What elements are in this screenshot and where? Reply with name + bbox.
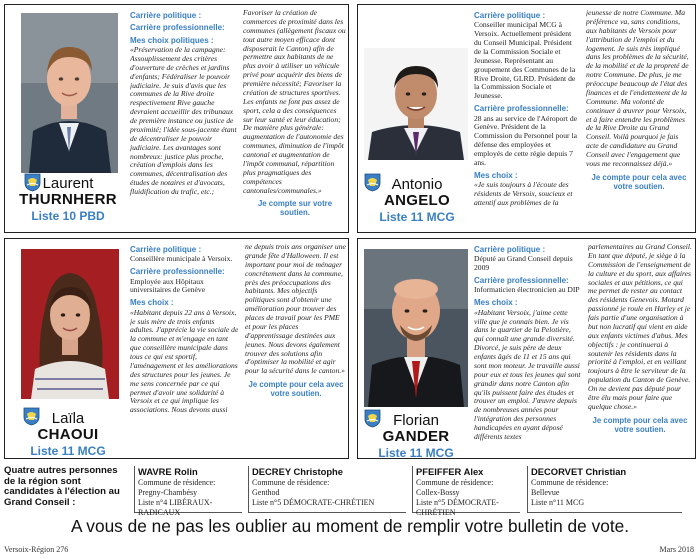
label-carriere-politique: Carrière politique : — [130, 245, 202, 254]
candidate-name — [9, 176, 127, 222]
candidate-photo — [21, 249, 119, 399]
list-value: Liste n°4 LIBÉRAUX-RADICAUX — [138, 497, 213, 517]
text-column-1 — [474, 11, 580, 231]
statement-part-2: jeunesse de notre Commune. Ma préférence va, sans conditions, aux habitants de Versoix pour l'attribution de l'emploi et du logement. Je suis très impliqué dans les problèmes de la sécurité, de la mobilité et de la propreté de notre Commune. De plus, je me préoccupe beaucoup de l'état des finances et de l'endettement de la Commune. Ma volonté de continuer à œuvrer pour Versoix, et à faire entendre les problèmes de la Rive Droite au Grand Conseil. Voilà pourquoi je fais acte de candidature au Grand Conseil avec l'engagement que vous me reconnaissez déjà.» — [586, 9, 689, 168]
commune-value: Genthod — [252, 487, 280, 497]
other-candidate-pfeiffer — [412, 466, 520, 517]
party-list: Liste 11 MCG — [30, 443, 106, 458]
candidate-card-angelo — [357, 4, 696, 233]
text-column-1 — [130, 11, 238, 231]
label-carriere-professionnelle: Carrière professionnelle: — [474, 276, 569, 286]
other-candidate-wavre — [134, 466, 242, 517]
candidate-photo — [364, 249, 468, 407]
text-column-2 — [243, 9, 347, 231]
first-name: Laïla — [51, 410, 85, 427]
slogan: A vous de ne pas les oublier au moment de remplir votre bulletin de vote. — [70, 516, 630, 536]
label-carriere-professionnelle: Carrière professionnelle: — [130, 23, 225, 33]
label-carriere-politique: Carrière politique : — [130, 11, 202, 20]
list-value: Liste n°5 DÉMOCRATE-CHRÉTIEN — [416, 497, 499, 517]
carriere-professionnelle-text: Employée aux Hôpitaux universitaires de Genève — [130, 276, 206, 295]
statement-part-1: «Je suis toujours à l'écoute des résidents de Versoix, soucieux et attentif aux problèmes de la — [474, 180, 573, 207]
other-candidate-decorvet — [527, 466, 682, 513]
carriere-politique-text: Conseillère municipale à Versoix. — [130, 254, 233, 264]
text-column-2 — [586, 9, 692, 231]
candidate-card-chaoui — [4, 238, 349, 459]
other-candidates-heading: Quatre autres personnes de la région sont candidates à l'élection au Grand Conseil : — [4, 465, 120, 509]
text-column-1 — [130, 245, 240, 457]
label-carriere-politique: Carrière politique : — [474, 11, 546, 20]
statement-part-1: «Habitant depuis 22 ans à Versoix, je suis mère de trois enfants adultes. J'apprécie la vie sociale de la commune et m'engage en tant que conseillère municipale dans tous ce qui est sportif, l'aménagement et les améliorations des structures pour les jeunes. Je me sens concernée par ce qui permet d'avoir une solidarité à Versoix et ce qui implique les associations. Nous devons aussi — [130, 307, 239, 415]
statement-part-2: ne depuis trois ans organiser une grande fête d'Halloween. Il est important pour moi de ménager concrètement dans la commune, près des préoccupations des habitants. Mes objectifs politiques sont d'obtenir une amélioration pour trouver des places de travail pour les PME et pour les places d'apprentissage destinées aux jeunes. Nous devons également trouver des solutions afin d'optimiser la mobilité et agir pour la sécurité dans le canton.» — [245, 243, 346, 376]
label-mes-choix: Mes choix : — [130, 298, 174, 308]
last-name: THURNHERR — [19, 190, 117, 208]
commune-value: Collex-Bossy — [416, 487, 460, 497]
text-column-2 — [245, 243, 347, 457]
first-name: Florian — [393, 412, 439, 429]
label-carriere-professionnelle: Carrière professionnelle: — [474, 104, 569, 114]
footer-publication: Versoix-Région 276 — [4, 545, 69, 554]
commune-value: Bellevue — [531, 487, 560, 497]
statement-part-2: parlementaires au Grand Conseil. En tant que député, je siège à la Commission de l'enseignement de la culture et du sport, aux affaires sociales et aux pétitions, ce qui me permet de rester au contact des résidents Genevois. Motard passionné je roule en Harley et je fais partie d'une organisation à but non lucratif qui vient en aide aux enfants victimes d'abus. Mes objectifs : je continuerai à soutenir les résidents dans la priorité à l'emploi, et en veillant toujours à être le serviteur de la population du Canton de Genève. On ne devient pas député pour être élu mais pour faire que quelque chose.» — [588, 243, 692, 411]
label-mes-choix: Mes choix politiques : — [130, 35, 214, 45]
footer-date: Mars 2018 — [659, 545, 694, 554]
candidate-photo — [21, 13, 118, 173]
candidate-photo — [364, 48, 468, 160]
candidate-name — [9, 411, 127, 457]
candidate-name — [362, 177, 472, 223]
last-name: CHAOUI — [37, 425, 99, 443]
candidate-card-gander — [357, 238, 696, 459]
soutien-text: Je compte pour cela avec votre soutien. — [248, 380, 344, 399]
other-candidate-decrey — [248, 466, 406, 513]
text-column-2 — [588, 243, 692, 457]
first-name: Antonio — [391, 176, 443, 193]
text-column-1 — [474, 245, 582, 457]
statement-part-1: «Habitant Versoix, j'aime cette ville que je connais bien. Je vis dans le quartier de la Pelotière, qui connaît une grande diversité. Divorcé, je suis père de deux enfants âgés de 11 et 15 ans qui sont mon moteur. Je travaille aussi pour eux et tous les jeunes qui sont grandir dans notre Canton afin qu'ils puissent faire des études et trouver un emploi. J'œuvre depuis de nombreuses années pour l'intégration des personnes handicapées en ayant déposé différents textes — [474, 307, 581, 441]
soutien-text: Je compte pour cela avec votre soutien. — [592, 415, 688, 434]
candidate-name — [360, 413, 472, 459]
soutien-text: Je compte pour cela avec votre soutien. — [591, 172, 687, 191]
last-name: GANDER — [382, 427, 450, 445]
party-list: Liste 11 MCG — [379, 209, 455, 224]
other-candidate-name: WAVRE Rolin — [138, 466, 198, 477]
first-name: Laurent — [42, 175, 94, 192]
commune-value: Pregny-Chambésy — [138, 487, 198, 497]
label-mes-choix: Mes choix : — [474, 298, 518, 308]
label-mes-choix: Mes choix : — [474, 170, 518, 180]
list-value: Liste n°5 DÉMOCRATE-CHRÉTIEN — [252, 497, 375, 507]
other-candidate-name: DECREY Christophe — [252, 466, 343, 477]
party-list: Liste 11 MCG — [378, 445, 454, 459]
carriere-politique-text: Conseiller municipal MCG à Versoix. Actuellement président du Conseil Municipal. Président de la Commission Sociale et Jeunesse. Représentant au groupement des Communes de la Rive Droite, GLRD. Président de la Commission Sociale et Jeunesse. — [474, 20, 576, 101]
commune-label: Commune de résidence: — [138, 477, 216, 487]
other-candidate-name: PFEIFFER Alex — [416, 466, 484, 477]
commune-label: Commune de résidence: — [531, 477, 609, 487]
last-name: ANGELO — [384, 191, 450, 209]
soutien-text: Je compte sur votre soutien. — [257, 199, 333, 218]
label-carriere-politique: Carrière politique : — [474, 245, 546, 254]
statement-part-2: Favoriser la création de commerces de proximité dans les communes (allègement fiscaux ou tout autre moyen efficace dont disposerait le Canton) afin de permettre aux habitants de ne plus avoir à utiliser un véhicule privé pour acquérir des biens de première nécessité; Favoriser la création de structures sportives. Les enfants ne font pas assez de sport, cela a des conséquences sur leur santé et leur éducation; De manière plus générale: augmentation de l'autonomie des communes, diminution de l'impôt cantonal et augmentation de l'impôt communal, répartition plus pragmatiques des compétences cantonales/communales.» — [243, 9, 346, 195]
carriere-professionnelle-text: 28 ans au service de l'Aéroport de Genève. Président de la Commission du Personnel pour la défense des employées et employés de cette régie depuis 7 ans. — [474, 113, 578, 167]
commune-label: Commune de résidence: — [252, 477, 330, 487]
list-value: Liste n°11 MCG — [531, 497, 585, 507]
carriere-professionnelle-text: Informaticien électronicien au DIP — [474, 285, 580, 295]
party-list: Liste 10 PBD — [31, 208, 105, 223]
statement-part-1: «Préservation de la campagne: Assouplissement des critères d'ouverture de crèches et jardins d'enfants; Fédéraliser le pouvoir judiciaire. Je suis d'avis que les communes de la Rive droite respectivement Rive gauche devraient accueillir des tribunaux de première instance ou justice de proximité; l'idée sous-jacente étant de décentraliser le pouvoir judiciaire. Les avantages sont nombreux: justice plus proche, création d'emplois dans les communes, décentralisation des études de notaires et d'avocats, fluidification du trafic, etc.; — [130, 45, 237, 197]
other-candidate-name: DECORVET Christian — [531, 466, 627, 477]
label-carriere-professionnelle: Carrière professionnelle: — [130, 267, 225, 277]
candidate-card-thurnherr — [4, 4, 349, 233]
carriere-politique-text: Député au Grand Conseil depuis 2009 — [474, 254, 573, 273]
commune-label: Commune de résidence: — [416, 477, 494, 487]
